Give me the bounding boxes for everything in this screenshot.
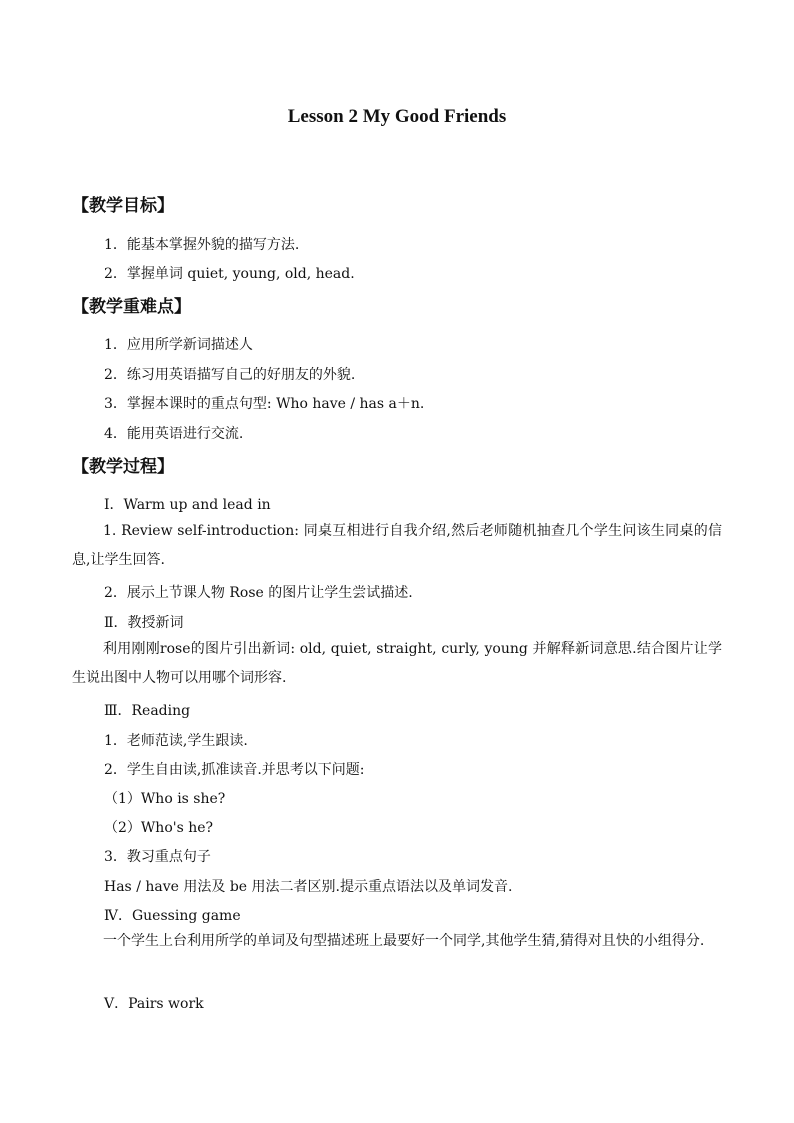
paragraph-line: 2．展示上节课人物 Rose 的图片让学生尝试描述. — [104, 585, 413, 601]
objective-item: 2．掌握单词 quiet, young, old, head. — [104, 266, 355, 282]
question-line: （1）Who is she? — [104, 791, 226, 807]
paragraph-line: 1．老师范读,学生跟读. — [104, 733, 248, 749]
heading-objectives: 【教学目标】 — [72, 196, 174, 216]
paragraph: 1. Review self-introduction: 同桌互相进行自我介绍,然后老师随机抽查几个学生问该生同桌的信息,让学生回答. — [72, 523, 722, 568]
key-point-item: 3．掌握本课时的重点句型: Who have / has a＋n. — [104, 396, 425, 412]
step-title: Ⅳ．Guessing game — [104, 908, 241, 924]
question-line: （2）Who's he? — [104, 820, 214, 836]
document-title: Lesson 2 My Good Friends — [287, 106, 507, 127]
step-title: Ⅴ．Pairs work — [104, 996, 204, 1012]
paragraph-line: Has / have 用法及 be 用法二者区别.提示重点语法以及单词发音. — [104, 879, 513, 895]
paragraph-line: 3．教习重点句子 — [104, 849, 211, 865]
paragraph: 利用刚刚rose的图片引出新词: old, quiet, straight, curly, young 并解释新词意思.结合图片让学生说出图中人物可以用哪个词形容. — [72, 641, 722, 686]
paragraph-line: 2．学生自由读,抓准读音.并思考以下问题: — [104, 762, 365, 778]
step-title: Ⅱ．教授新词 — [104, 615, 184, 631]
step-title: Ⅰ．Warm up and lead in — [104, 497, 271, 513]
objective-item: 1．能基本掌握外貌的描写方法. — [104, 237, 300, 253]
key-point-item: 2．练习用英语描写自己的好朋友的外貌. — [104, 367, 356, 383]
step-title: Ⅲ．Reading — [104, 703, 191, 719]
key-point-item: 4．能用英语进行交流. — [104, 426, 244, 442]
key-point-item: 1．应用所学新词描述人 — [104, 337, 253, 353]
heading-key-points: 【教学重难点】 — [72, 297, 191, 317]
heading-process: 【教学过程】 — [72, 457, 174, 477]
paragraph: 一个学生上台利用所学的单词及句型描述班上最要好一个同学,其他学生猜,猜得对且快的小组得分. — [103, 933, 705, 949]
